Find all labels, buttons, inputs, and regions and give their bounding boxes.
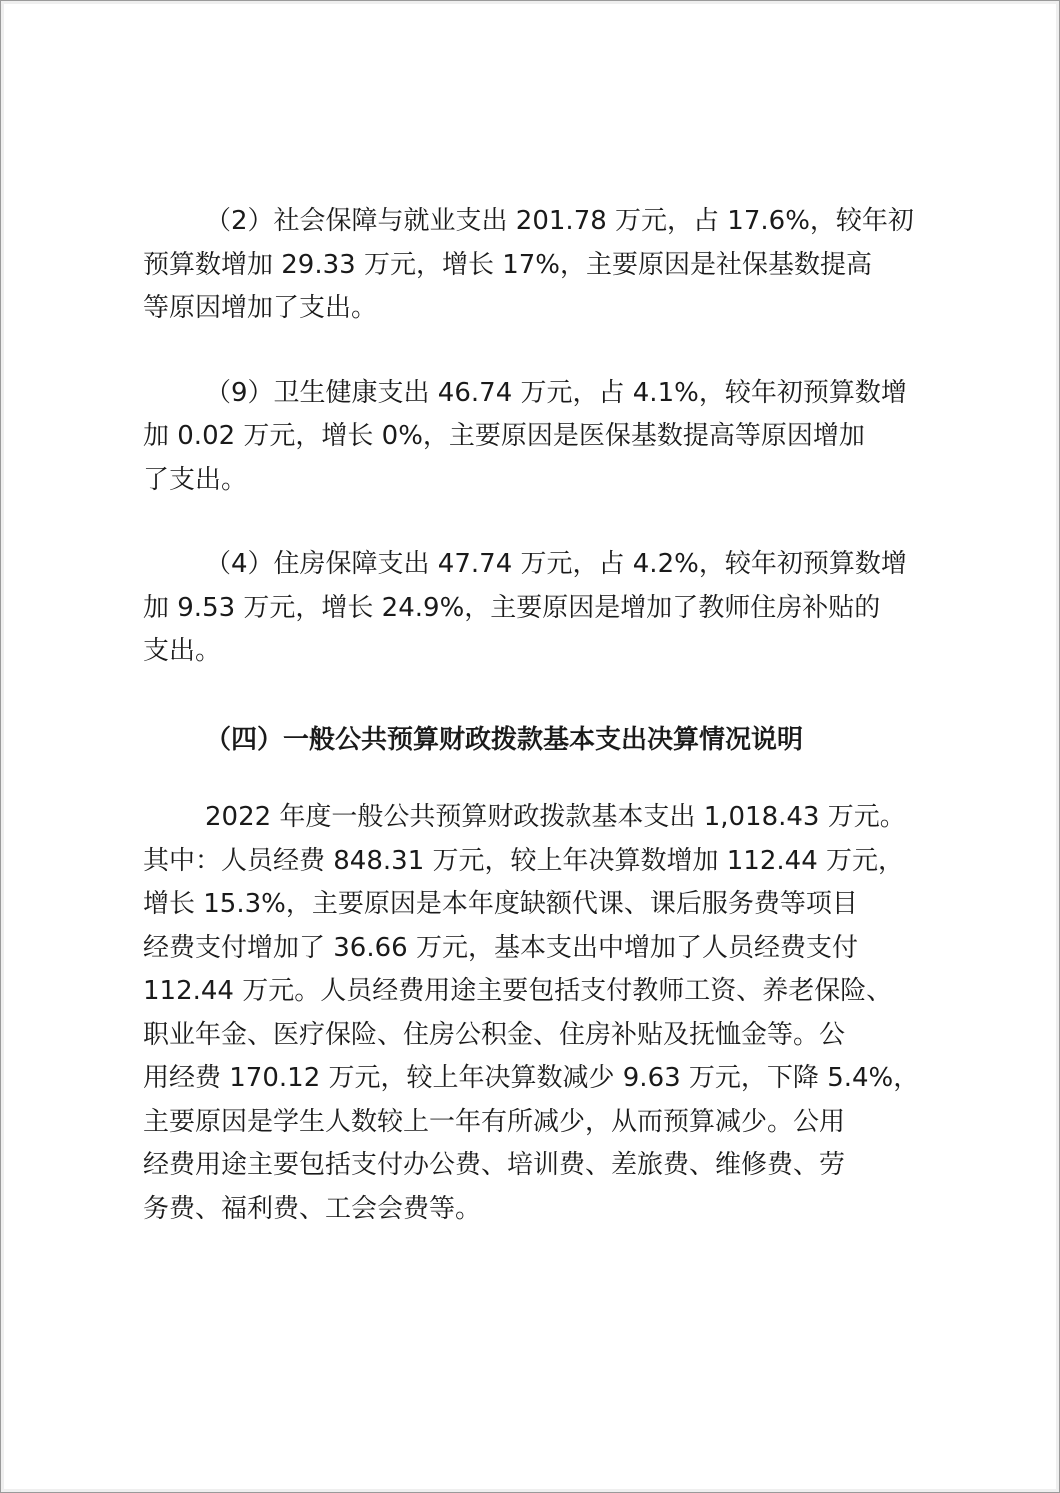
text-line: 了支出。 xyxy=(143,464,248,495)
text-line: 其中：人员经费 848.31 万元，较上年决算数增加 112.44 万元， xyxy=(143,845,905,876)
text-line: （2）社会保障与就业支出 201.78 万元，占 17.6%，较年初 xyxy=(205,206,914,236)
text-line: 经费支付增加了 36.66 万元，基本支出中增加了人员经费支付 xyxy=(143,932,858,963)
text-line: 等原因增加了支出。 xyxy=(143,293,378,323)
section-heading-text: （四）一般公共预算财政拨款基本支出决算情况说明 xyxy=(205,724,804,755)
document-body xyxy=(143,200,943,1231)
text-line: （9）卫生健康支出 46.74 万元，占 4.1%，较年初预算数增 xyxy=(205,377,907,408)
text-line: 支出。 xyxy=(143,636,222,666)
text-line: 增长 15.3%，主要原因是本年度缺额代课、课后服务费等项目 xyxy=(143,889,858,919)
text-line: 加 9.53 万元，增长 24.9%，主要原因是增加了教师住房补贴的 xyxy=(143,592,881,623)
text-line: 职业年金、医疗保险、住房公积金、住房补贴及抚恤金等。公 xyxy=(143,1019,846,1050)
text-line: 经费用途主要包括支付办公费、培训费、差旅费、维修费、劳 xyxy=(143,1150,846,1180)
text-line: 加 0.02 万元，增长 0%，主要原因是医保基数提高等原因增加 xyxy=(143,421,865,451)
text-line: 用经费 170.12 万元，较上年决算数减少 9.63 万元，下降 5.4%， xyxy=(143,1063,920,1093)
text-line: 2022 年度一般公共预算财政拨款基本支出 1,018.43 万元。 xyxy=(205,802,906,832)
text-line: 112.44 万元。人员经费用途主要包括支付教师工资、养老保险、 xyxy=(143,976,893,1006)
paragraph-social-security xyxy=(143,200,943,331)
text-line: 务费、福利费、工会会费等。 xyxy=(143,1193,482,1224)
text-line: 主要原因是学生人数较上一年有所减少，从而预算减少。公用 xyxy=(143,1106,846,1137)
text-line: 预算数增加 29.33 万元，增长 17%，主要原因是社保基数提高 xyxy=(143,249,873,280)
paragraph-basic-expenditure xyxy=(143,796,943,1231)
paragraph-housing xyxy=(143,543,943,674)
text-line: （4）住房保障支出 47.74 万元，占 4.2%，较年初预算数增 xyxy=(205,549,907,579)
paragraph-health xyxy=(143,372,943,503)
section-heading xyxy=(143,719,943,763)
